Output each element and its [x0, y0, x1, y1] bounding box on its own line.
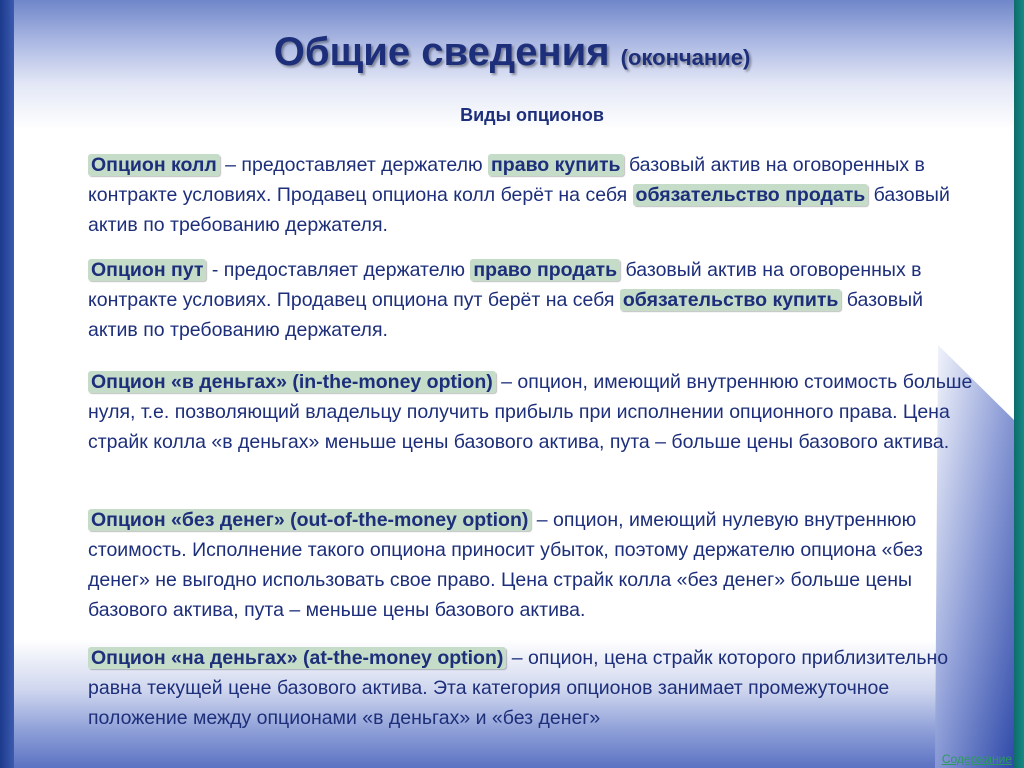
put-highlight-1: право продать — [470, 259, 620, 281]
page-title — [0, 30, 1024, 75]
paragraph-put — [88, 255, 978, 345]
paragraph-out-of-the-money — [88, 505, 978, 625]
put-text-2: базовый актив на оговоренных в контракте условиях. Продавец опциона пут берёт на себя — [88, 259, 922, 311]
term-in-the-money: Опцион «в деньгах» (in-the-money option) — [88, 371, 496, 393]
at-the-money-text: – опцион, цена страйк которого приблизительно равна текущей цене базового актива. Эта категория опционов занимает промежуточное положение между опционами «в деньгах» и «без денег» — [88, 647, 949, 729]
in-the-money-text: – опцион, имеющий внутреннюю стоимость больше нуля, т.е. позволяющий владельцу получить прибыль при исполнении опционного права. Цена страйк колла «в деньгах» меньше цены базового актива, пута – больше цены базового актива. — [88, 371, 973, 453]
term-put: Опцион пут — [88, 259, 206, 281]
call-text-2: базовый актив на оговоренных в контракте условиях. Продавец опциона колл берёт на себя — [88, 154, 925, 206]
paragraph-call — [88, 150, 978, 240]
section-subtitle: Виды опционов — [460, 105, 604, 125]
put-highlight-2: обязательство купить — [620, 289, 842, 311]
call-text-1: – предоставляет держателю — [219, 154, 489, 176]
term-call: Опцион колл — [88, 154, 220, 176]
call-highlight-1: право купить — [488, 154, 624, 176]
paragraph-in-the-money — [88, 367, 978, 457]
term-at-the-money: Опцион «на деньгах» (at-the-money option) — [88, 647, 506, 669]
put-text-1: - предоставляет держателю — [206, 259, 471, 281]
title-main: Общие сведения — [273, 30, 610, 74]
contents-link[interactable]: Содержание — [941, 752, 1012, 766]
out-of-the-money-text: – опцион, имеющий нулевую внутреннюю стоимость. Исполнение такого опциона приносит убыток, поэтому держателю опциона «без денег» не выгодно использовать свое право. Цена страйк колла «без денег» больше цены базового актива, пута – меньше цены базового актива. — [88, 509, 923, 621]
paragraph-at-the-money — [88, 643, 978, 733]
call-text-3: базовый актив по требованию держателя. — [88, 184, 950, 236]
call-highlight-2: обязательство продать — [633, 184, 869, 206]
put-text-3: базовый актив по требованию держателя. — [88, 289, 923, 341]
term-out-of-the-money: Опцион «без денег» (out-of-the-money option) — [88, 509, 531, 531]
title-sub: (окончание) — [620, 45, 751, 70]
